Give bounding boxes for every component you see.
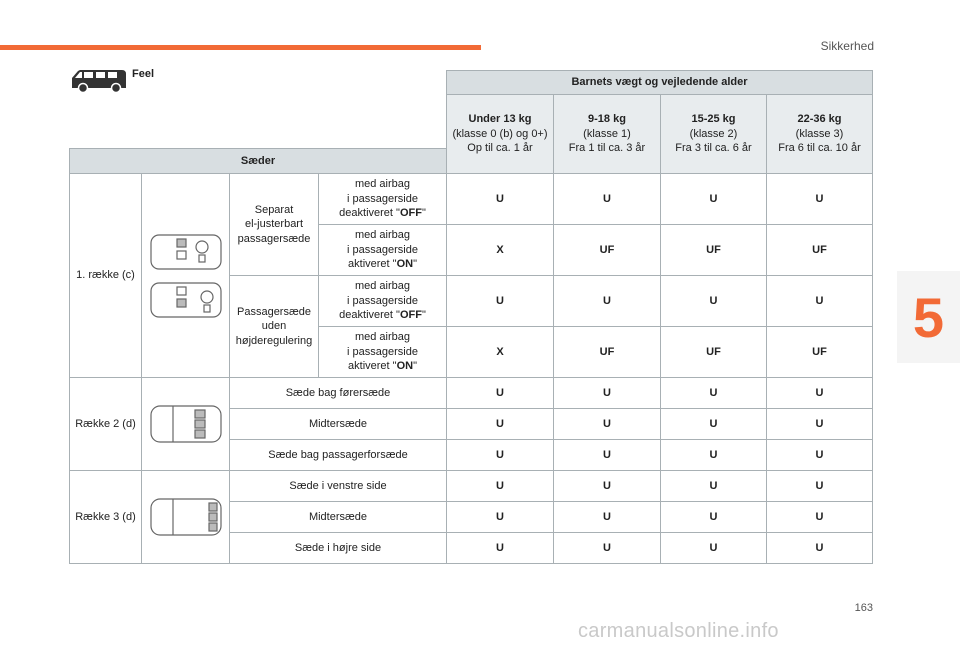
table-cell: U xyxy=(767,502,873,533)
seat-position: Sæde i højre side xyxy=(230,533,447,564)
airbag-condition: med airbag i passagerside deaktiveret "OFF" xyxy=(319,174,447,225)
table-cell: U xyxy=(767,409,873,440)
child-seat-table xyxy=(69,70,873,564)
table-cell: U xyxy=(554,409,661,440)
row-label: 1. række (c) xyxy=(70,174,142,378)
table-cell: UF xyxy=(767,327,873,378)
chapter-number: 5 xyxy=(912,285,945,349)
table-cell: U xyxy=(554,276,661,327)
row3-seat-diagram xyxy=(142,471,230,564)
table-cell: U xyxy=(767,174,873,225)
weight-class-header: 22-36 kg (klasse 3) Fra 6 til ca. 10 år xyxy=(767,95,873,174)
table-cell: U xyxy=(661,174,767,225)
table-cell: U xyxy=(447,378,554,409)
table-cell: U xyxy=(661,502,767,533)
weight-class-header: Under 13 kg (klasse 0 (b) og 0+) Op til ca. 1 år xyxy=(447,95,554,174)
row-label: Række 2 (d) xyxy=(70,378,142,471)
table-cell: U xyxy=(447,409,554,440)
table-cell: U xyxy=(767,276,873,327)
table-cell: UF xyxy=(661,327,767,378)
table-cell: U xyxy=(661,378,767,409)
table-cell: U xyxy=(554,174,661,225)
table-cell: UF xyxy=(554,225,661,276)
table-cell: U xyxy=(447,174,554,225)
seat-position: Midtersæde xyxy=(230,409,447,440)
table-cell: U xyxy=(661,471,767,502)
row2-seat-diagram xyxy=(142,378,230,471)
seat-type: Passagersæde uden højderegulering xyxy=(230,276,319,378)
airbag-condition: med airbag i passagerside aktiveret "ON" xyxy=(319,327,447,378)
table-cell: UF xyxy=(661,225,767,276)
seat-type: Separat el-justerbart passagersæde xyxy=(230,174,319,276)
table-cell: X xyxy=(447,225,554,276)
model-label: Feel xyxy=(132,68,155,80)
table-cell: U xyxy=(767,533,873,564)
front-seat-diagram xyxy=(142,174,230,378)
table-cell: U xyxy=(554,471,661,502)
weight-class-header: 9-18 kg (klasse 1) Fra 1 til ca. 3 år xyxy=(554,95,661,174)
table-cell: X xyxy=(447,327,554,378)
table-cell: U xyxy=(447,440,554,471)
seats-header: Sæder xyxy=(70,149,447,174)
table-cell: U xyxy=(447,276,554,327)
row-label: Række 3 (d) xyxy=(70,471,142,564)
table-cell: U xyxy=(447,533,554,564)
car-front-passenger-icon xyxy=(147,227,225,325)
seat-position: Midtersæde xyxy=(230,502,447,533)
airbag-condition: med airbag i passagerside deaktiveret "OFF" xyxy=(319,276,447,327)
car-row2-icon xyxy=(147,402,225,446)
table-cell: U xyxy=(554,378,661,409)
table-cell: U xyxy=(661,409,767,440)
seat-position: Sæde bag passagerforsæde xyxy=(230,440,447,471)
table-cell: U xyxy=(767,378,873,409)
table-title: Barnets vægt og vejledende alder xyxy=(447,71,873,95)
header-accent-bar xyxy=(0,45,481,50)
table-cell: U xyxy=(447,502,554,533)
table-cell: U xyxy=(554,502,661,533)
table-cell: U xyxy=(767,471,873,502)
weight-class-header: 15-25 kg (klasse 2) Fra 3 til ca. 6 år xyxy=(661,95,767,174)
table-cell: UF xyxy=(554,327,661,378)
car-row3-icon xyxy=(147,495,225,539)
page-number: 163 xyxy=(854,602,873,614)
table-cell: UF xyxy=(767,225,873,276)
watermark: carmanualsonline.info xyxy=(578,620,779,642)
airbag-condition: med airbag i passagerside aktiveret "ON" xyxy=(319,225,447,276)
table-cell: U xyxy=(661,276,767,327)
seat-position: Sæde i venstre side xyxy=(230,471,447,502)
chapter-tab xyxy=(897,271,960,363)
table-cell: U xyxy=(554,440,661,471)
table-cell: U xyxy=(447,471,554,502)
table-cell: U xyxy=(661,440,767,471)
table-cell: U xyxy=(767,440,873,471)
seat-position: Sæde bag førersæde xyxy=(230,378,447,409)
table-cell: U xyxy=(554,533,661,564)
section-title: Sikkerhed xyxy=(820,39,874,53)
table-cell: U xyxy=(661,533,767,564)
